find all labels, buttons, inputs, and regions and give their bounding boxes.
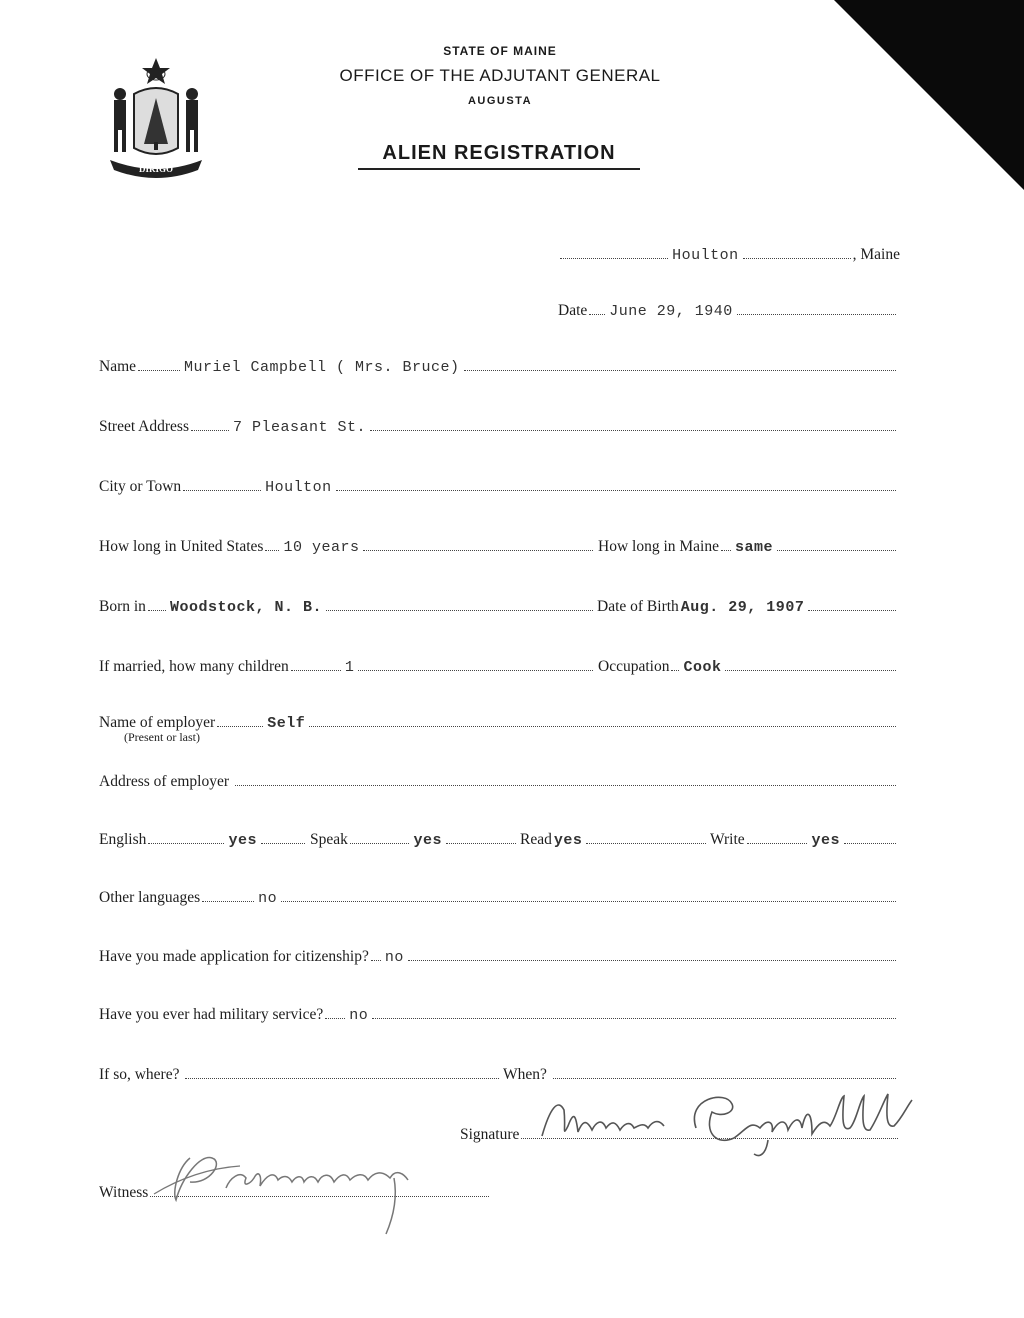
city-heading: AUGUSTA <box>467 95 533 107</box>
write-label: Write <box>710 831 745 848</box>
employer-address-row <box>99 773 898 791</box>
employer-label: Name of employer <box>99 714 216 731</box>
occupation-value[interactable]: Cook <box>683 659 722 676</box>
seal-motto: DIRIGO <box>138 164 174 174</box>
military-value[interactable]: no <box>349 1007 369 1024</box>
place-row <box>558 246 900 264</box>
children-label: If married, how many children <box>99 658 289 675</box>
where-label: If so, where? <box>99 1066 180 1083</box>
write-row <box>710 831 898 849</box>
witness-label: Witness <box>99 1184 149 1201</box>
military-row <box>99 1006 898 1024</box>
when-label: When? <box>503 1066 547 1083</box>
place-suffix: , Maine <box>852 246 900 263</box>
occupation-row <box>598 658 898 676</box>
when-row <box>503 1066 898 1084</box>
city-label: City or Town <box>99 478 182 495</box>
maine-label: How long in Maine <box>598 538 719 555</box>
city-value[interactable]: Houlton <box>265 479 332 496</box>
speak-row <box>310 831 518 849</box>
street-row <box>99 418 898 436</box>
military-label: Have you ever had military service? <box>99 1006 324 1023</box>
read-value[interactable]: yes <box>553 832 583 849</box>
born-value[interactable]: Woodstock, N. B. <box>169 599 322 616</box>
speak-value[interactable]: yes <box>413 832 442 849</box>
name-label: Name <box>99 358 137 375</box>
children-value[interactable]: 1 <box>344 659 355 676</box>
date-value[interactable]: June 29, 1940 <box>609 303 733 320</box>
us-row <box>99 538 595 556</box>
place-value[interactable]: Houlton <box>672 247 739 264</box>
office-heading: OFFICE OF THE ADJUTANT GENERAL <box>339 66 661 85</box>
english-label: English <box>99 831 147 848</box>
dob-value[interactable]: Aug. 29, 1907 <box>680 599 805 616</box>
city-row <box>99 478 898 496</box>
speak-label: Speak <box>310 831 348 848</box>
us-label: How long in United States <box>99 538 264 555</box>
citizenship-value[interactable]: no <box>384 949 404 966</box>
employer-row <box>99 714 898 732</box>
employer-value[interactable]: Self <box>267 715 306 732</box>
state-heading: STATE OF MAINE <box>443 44 557 58</box>
maine-state-seal <box>100 56 212 182</box>
occupation-label: Occupation <box>598 658 670 675</box>
read-row <box>520 831 708 849</box>
signature-label: Signature <box>460 1126 520 1143</box>
other-languages-label: Other languages <box>99 889 201 906</box>
name-row <box>99 358 898 376</box>
date-row <box>558 302 898 320</box>
read-label: Read <box>520 831 552 848</box>
dob-row <box>597 598 898 616</box>
witness-handwriting[interactable] <box>150 1148 426 1240</box>
form-title: ALIEN REGISTRATION <box>358 142 640 170</box>
maine-row <box>598 538 898 556</box>
where-row <box>99 1066 501 1084</box>
english-row <box>99 831 307 849</box>
folded-corner <box>834 0 1024 190</box>
name-value[interactable]: Muriel Campbell ( Mrs. Bruce) <box>184 359 460 376</box>
born-row <box>99 598 595 616</box>
born-label: Born in <box>99 598 146 615</box>
other-languages-value[interactable]: no <box>258 890 278 907</box>
employer-sublabel: (Present or last) <box>124 730 200 744</box>
signature-handwriting[interactable] <box>536 1088 922 1160</box>
street-value[interactable]: 7 Pleasant St. <box>232 419 367 436</box>
us-value[interactable]: 10 years <box>283 539 360 556</box>
street-label: Street Address <box>99 418 189 435</box>
english-value[interactable]: yes <box>228 832 257 849</box>
employer-address-label: Address of employer <box>99 773 229 790</box>
citizenship-label: Have you made application for citizenship? <box>99 948 369 965</box>
date-label: Date <box>558 302 588 319</box>
other-languages-row <box>99 889 898 907</box>
children-row <box>99 658 595 676</box>
maine-value[interactable]: same <box>734 539 773 556</box>
citizenship-row <box>99 948 898 966</box>
write-value[interactable]: yes <box>811 832 840 849</box>
dob-label: Date of Birth <box>597 598 679 615</box>
